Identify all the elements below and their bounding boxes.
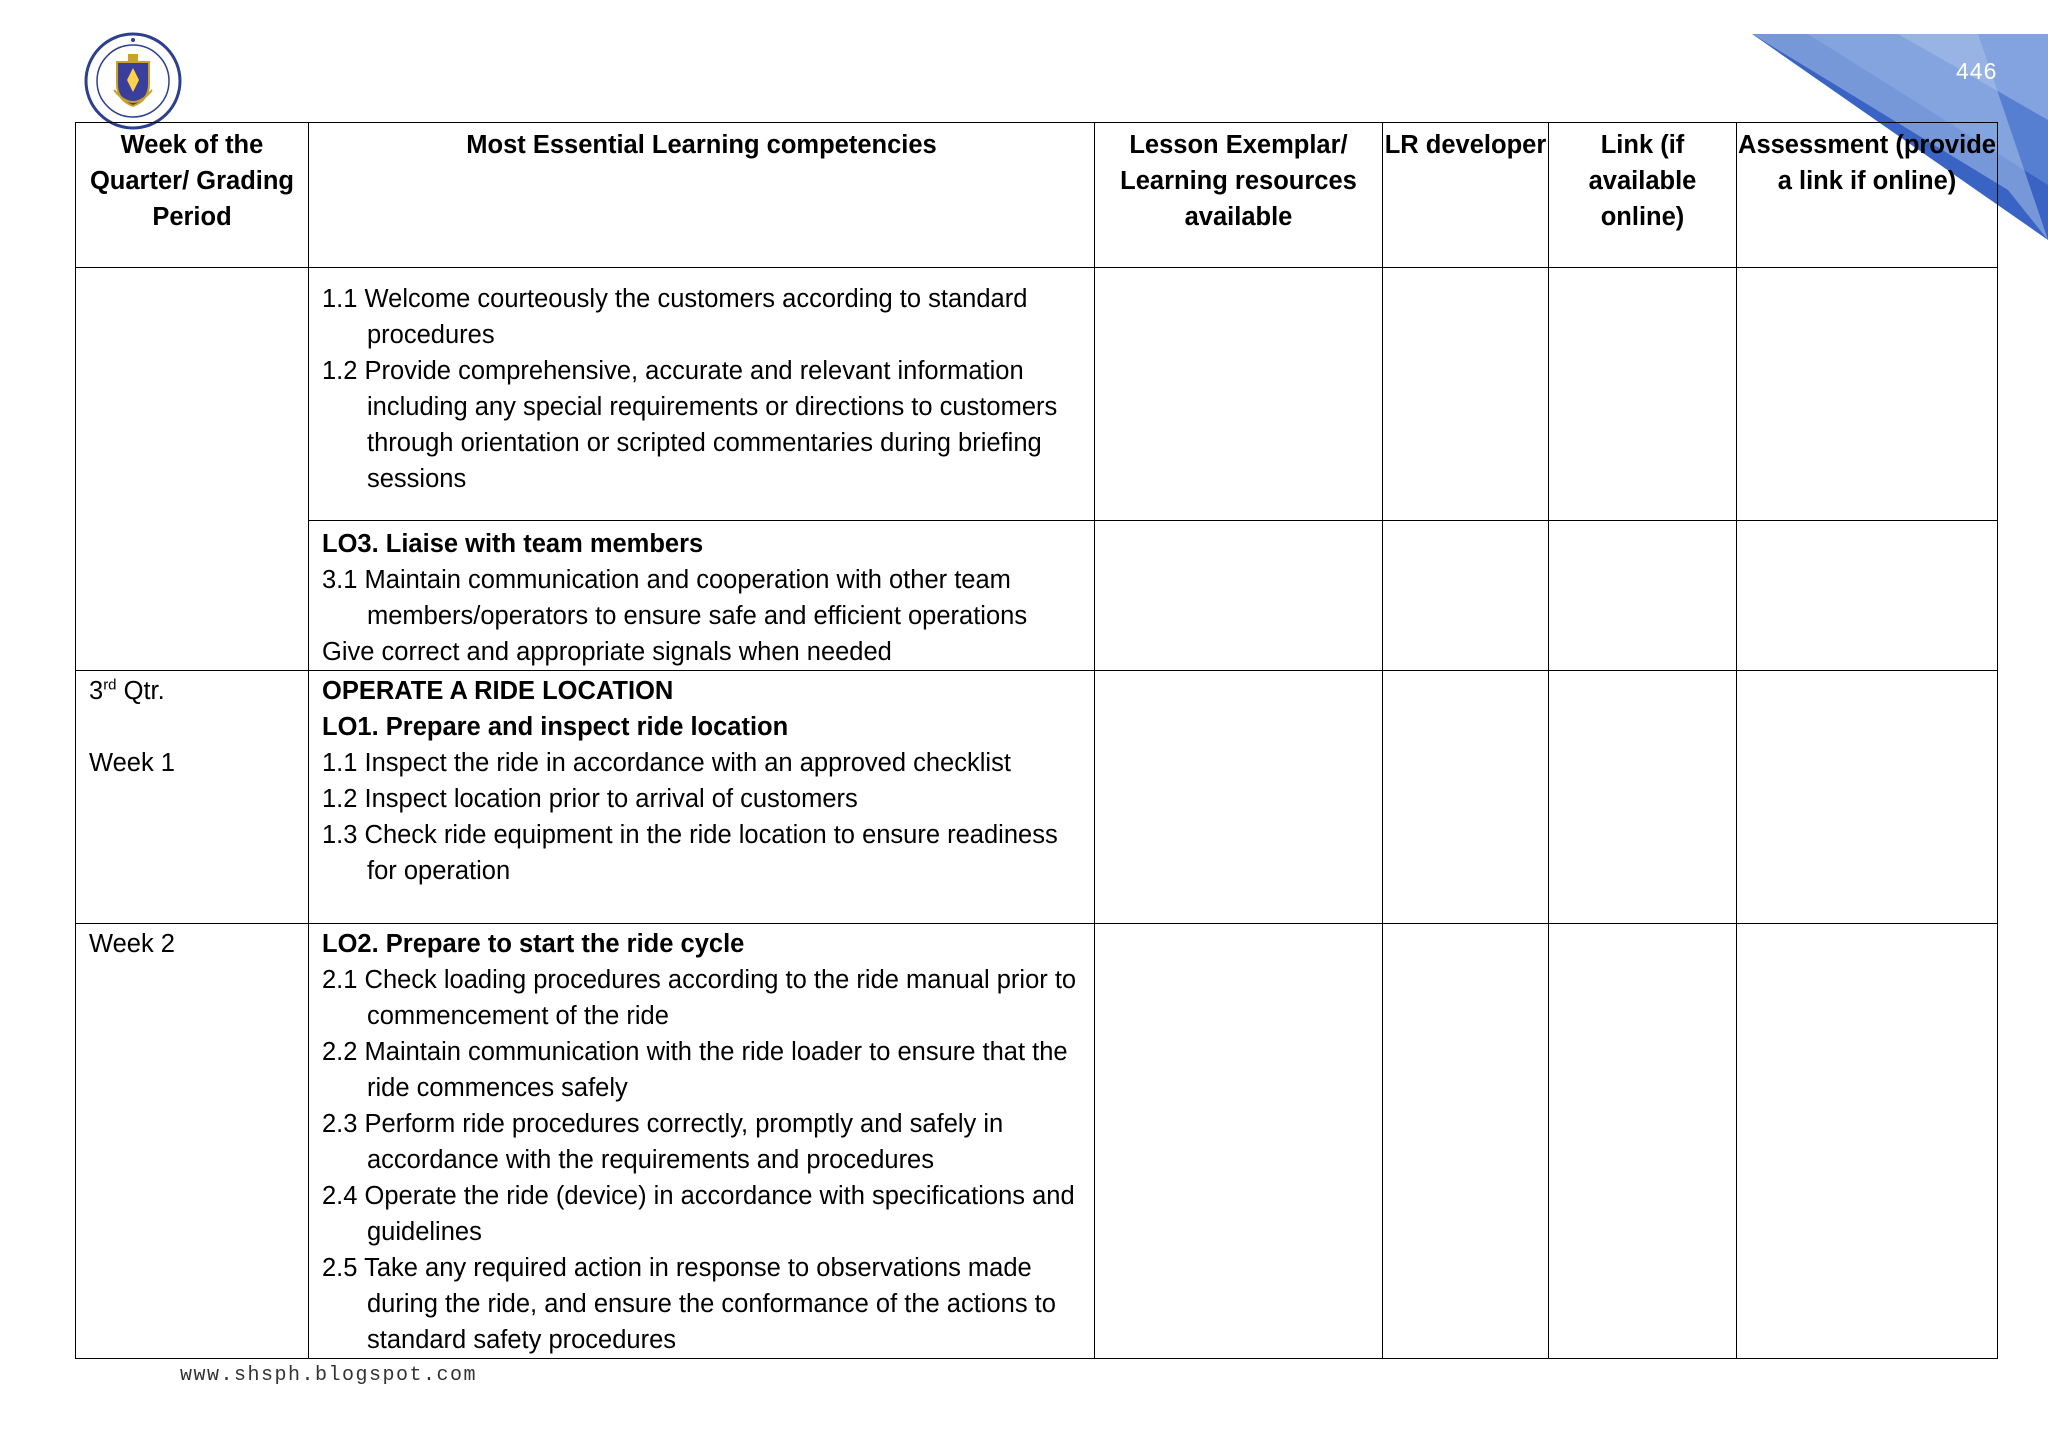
exemplar-cell (1095, 521, 1383, 671)
assessment-cell (1737, 924, 1998, 1359)
lr-developer-cell (1383, 671, 1549, 924)
competency-item: 1.1 Welcome courteously the customers according to standard procedures (322, 285, 1028, 349)
lr-developer-cell (1383, 924, 1549, 1359)
competency-item: 2.1 Check loading procedures according to the ride manual prior to commencement of the ride (322, 966, 1077, 1030)
competency-item: 2.3 Perform ride procedures correctly, promptly and safely in accordance with the requirements and procedures (322, 1110, 1004, 1174)
deped-seal-icon (84, 32, 182, 130)
table-row (76, 268, 1998, 521)
table-header-row (76, 123, 1998, 268)
competency-item: 1.1 Inspect the ride in accordance with an approved checklist (322, 749, 1011, 777)
competency-item: 2.2 Maintain communication with the ride loader to ensure that the ride commences safely (322, 1038, 1068, 1102)
link-cell (1549, 521, 1737, 671)
exemplar-cell (1095, 671, 1383, 924)
header-melc: Most Essential Learning competencies (309, 123, 1095, 268)
footer-url: www.shsph.blogspot.com (180, 1364, 478, 1387)
week-label: Week 2 (89, 930, 175, 958)
page-number: 446 (1956, 58, 1998, 84)
competency-item: 1.2 Provide comprehensive, accurate and relevant information including any special requirements or directions to customers through orientation or scripted commentaries during briefing sessions (322, 357, 1058, 493)
competency-title: OPERATE A RIDE LOCATION (322, 677, 674, 705)
header-link: Link (if available online) (1549, 123, 1737, 268)
assessment-cell (1737, 521, 1998, 671)
competency-cell (309, 671, 1095, 924)
exemplar-cell (1095, 924, 1383, 1359)
header-lr-developer: LR developer (1383, 123, 1549, 268)
assessment-cell (1737, 268, 1998, 521)
link-cell (1549, 924, 1737, 1359)
assessment-cell (1737, 671, 1998, 924)
week-cell (76, 268, 309, 671)
lr-developer-cell (1383, 268, 1549, 521)
table-row (76, 521, 1998, 671)
lr-developer-cell (1383, 521, 1549, 671)
competency-item: 2.5 Take any required action in response to observations made during the ride, and ensure the conformance of the actions to standard safety procedures (322, 1254, 1056, 1354)
learning-outcome-title: LO2. Prepare to start the ride cycle (322, 930, 745, 958)
competency-item: 1.3 Check ride equipment in the ride location to ensure readiness for operation (322, 821, 1058, 885)
header-exemplar: Lesson Exemplar/ Learning resources available (1095, 123, 1383, 268)
header-week: Week of the Quarter/ Grading Period (76, 123, 309, 268)
quarter-label: 3rd Qtr. (89, 676, 165, 705)
header-assessment: Assessment (provide a link if online) (1737, 123, 1998, 268)
learning-outcome-title: LO1. Prepare and inspect ride location (322, 713, 789, 741)
week-cell (76, 671, 309, 924)
competency-item: 1.2 Inspect location prior to arrival of customers (322, 785, 858, 813)
competency-item: 2.4 Operate the ride (device) in accordance with specifications and guidelines (322, 1182, 1075, 1246)
week-cell (76, 924, 309, 1359)
table-row (76, 671, 1998, 924)
melc-table (75, 122, 1998, 1359)
link-cell (1549, 268, 1737, 521)
competency-cell (309, 521, 1095, 671)
competency-item: 3.1 Maintain communication and cooperation with other team members/operators to ensure safe and efficient operations (322, 566, 1028, 630)
link-cell (1549, 671, 1737, 924)
week-label: Week 1 (89, 749, 175, 777)
competency-cell (309, 268, 1095, 521)
competency-cell (309, 924, 1095, 1359)
competency-item: Give correct and appropriate signals when needed (322, 638, 892, 666)
learning-outcome-title: LO3. Liaise with team members (322, 530, 704, 558)
table-row (76, 924, 1998, 1359)
exemplar-cell (1095, 268, 1383, 521)
